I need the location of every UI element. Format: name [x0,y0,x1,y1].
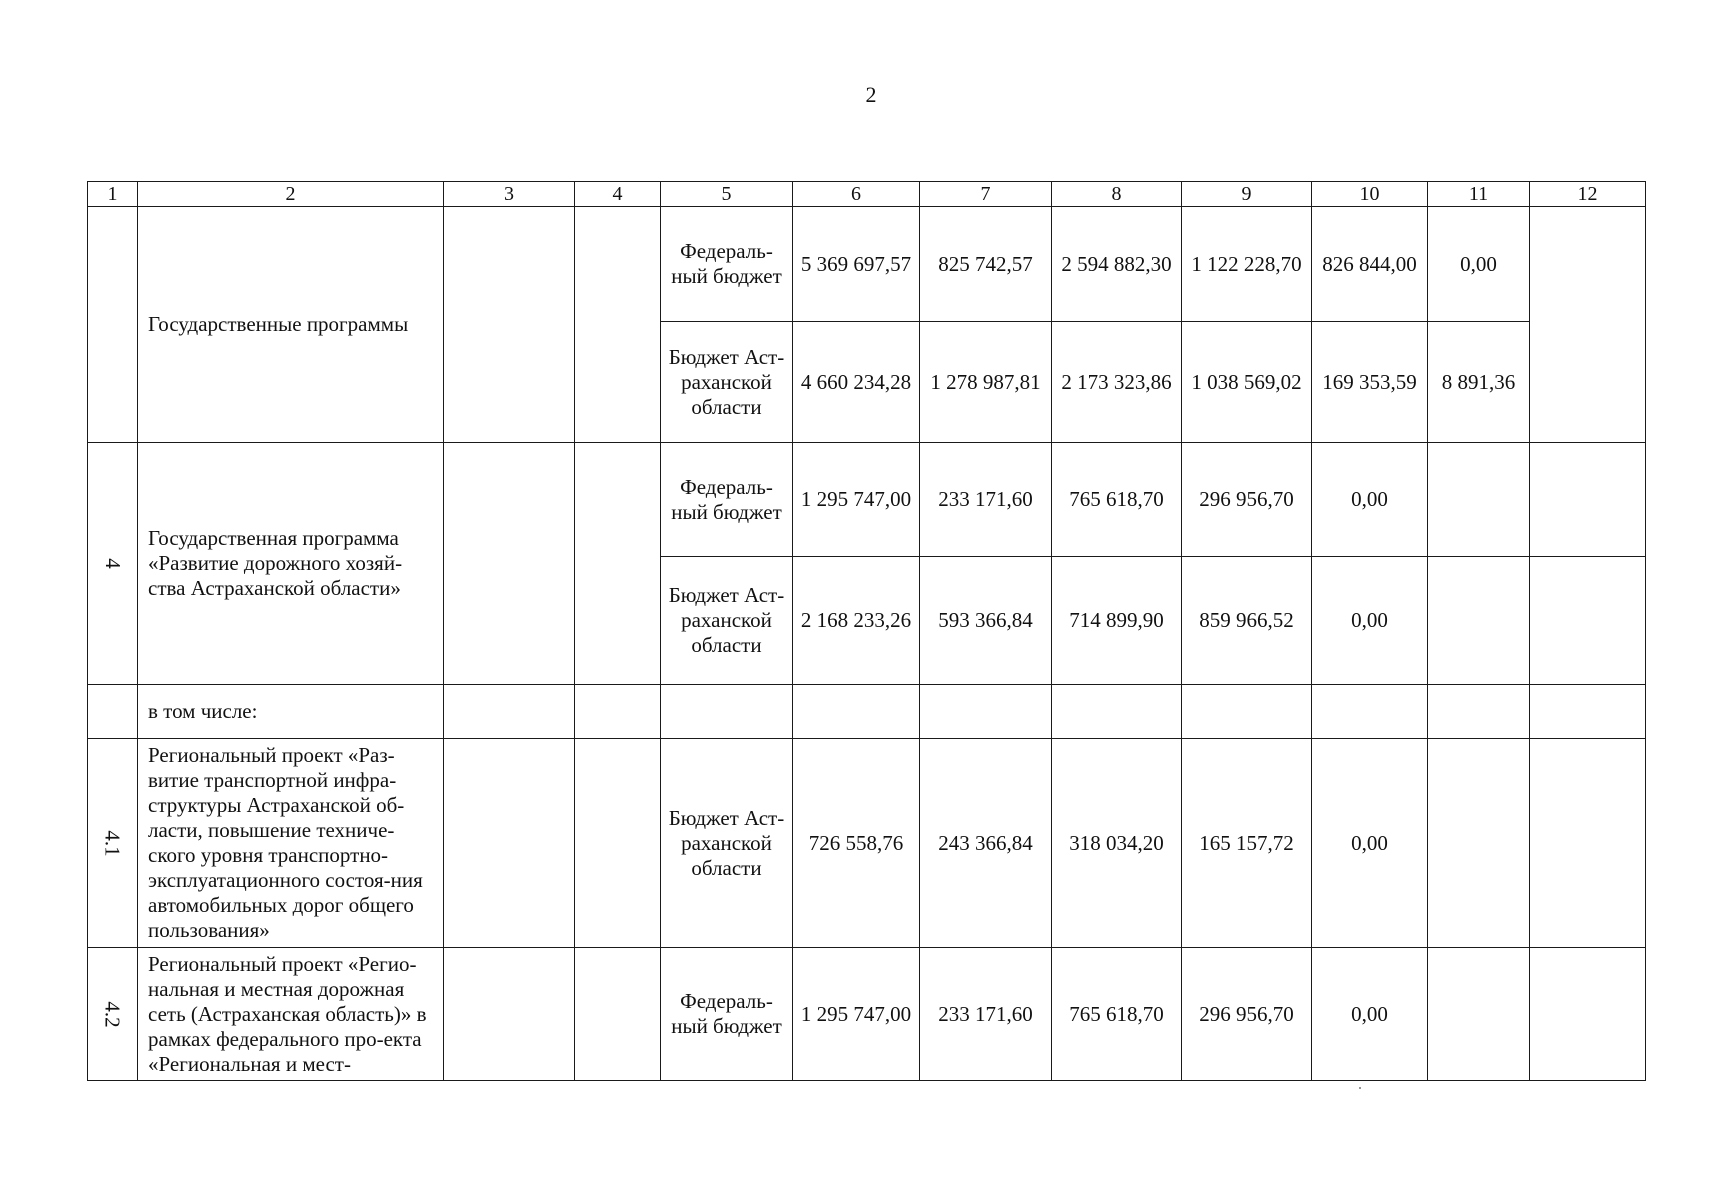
empty-cell [1428,685,1530,739]
row-name: Региональный проект «Регио-нальная и местная дорожная сеть (Астраханская область)» в рамках федерального про-екта «Региональная и мест- [138,948,444,1081]
value-cell: 1 038 569,02 [1182,322,1312,443]
value-cell: 2 594 882,30 [1052,207,1182,322]
empty-cell [1530,443,1646,557]
empty-cell [1182,685,1312,739]
empty-cell [1052,685,1182,739]
empty-cell [88,685,138,739]
funding-source: Бюджет Аст-раханской области [661,739,793,948]
table-row [88,207,1646,322]
value-cell: 2 173 323,86 [1052,322,1182,443]
value-cell: 169 353,59 [1312,322,1428,443]
empty-cell [661,685,793,739]
empty-cell [1530,739,1646,948]
empty-cell [1530,685,1646,739]
row-name: Региональный проект «Раз-витие транспортной инфра-структуры Астраханской об-ласти, повышение техниче-ского уровня транспортно-эксплуатационного состоя-ния автомобильных дорог общего пользования» [138,739,444,948]
value-cell: 825 742,57 [920,207,1052,322]
row-name: Государственная программа «Развитие дорожного хозяй-ства Астраханской области» [138,443,444,685]
value-cell: 726 558,76 [793,739,920,948]
column-number: 2 [138,182,444,207]
empty-cell [444,685,575,739]
empty-cell [1428,948,1530,1081]
row-index-cell [88,207,138,443]
row-index-cell [88,739,138,948]
value-cell: 296 956,70 [1182,443,1312,557]
value-cell: 8 891,36 [1428,322,1530,443]
value-cell: 233 171,60 [920,948,1052,1081]
funding-source: Бюджет Аст-раханской области [661,557,793,685]
empty-cell [1530,557,1646,685]
empty-cell [1428,557,1530,685]
value-cell: 826 844,00 [1312,207,1428,322]
budget-table [87,181,1646,1081]
empty-cell [1428,739,1530,948]
empty-cell [444,207,575,443]
empty-cell [575,948,661,1081]
table-row [88,948,1646,1081]
value-cell: 0,00 [1312,443,1428,557]
column-number: 3 [444,182,575,207]
value-cell: 593 366,84 [920,557,1052,685]
empty-cell [575,739,661,948]
row-index: 4 [101,558,125,569]
column-number: 8 [1052,182,1182,207]
value-cell: 2 168 233,26 [793,557,920,685]
value-cell: 859 966,52 [1182,557,1312,685]
empty-cell [1428,443,1530,557]
column-number: 5 [661,182,793,207]
empty-cell [444,739,575,948]
value-cell: 765 618,70 [1052,443,1182,557]
value-cell: 714 899,90 [1052,557,1182,685]
value-cell: 4 660 234,28 [793,322,920,443]
row-name: в том числе: [138,685,444,739]
value-cell: 0,00 [1312,948,1428,1081]
value-cell: 765 618,70 [1052,948,1182,1081]
value-cell: 318 034,20 [1052,739,1182,948]
column-number: 6 [793,182,920,207]
row-index-cell [88,443,138,685]
value-cell: 0,00 [1312,739,1428,948]
empty-cell [1530,948,1646,1081]
value-cell: 1 295 747,00 [793,443,920,557]
funding-source: Федераль-ный бюджет [661,948,793,1081]
value-cell: 1 278 987,81 [920,322,1052,443]
scan-speck [1359,1087,1361,1089]
column-number-row [88,182,1646,207]
value-cell: 0,00 [1312,557,1428,685]
table-row [88,739,1646,948]
funding-source: Бюджет Аст-раханской области [661,322,793,443]
value-cell: 243 366,84 [920,739,1052,948]
empty-cell [444,948,575,1081]
column-number: 7 [920,182,1052,207]
value-cell: 0,00 [1428,207,1530,322]
empty-cell [920,685,1052,739]
column-number: 1 [88,182,138,207]
row-name: Государственные программы [138,207,444,443]
column-number: 11 [1428,182,1530,207]
empty-cell [575,207,661,443]
column-number: 10 [1312,182,1428,207]
empty-cell [575,443,661,685]
empty-cell [1312,685,1428,739]
column-number: 9 [1182,182,1312,207]
row-index: 4.2 [101,1000,125,1028]
funding-source: Федераль-ный бюджет [661,443,793,557]
table-row [88,443,1646,557]
table-row [88,685,1646,739]
value-cell: 5 369 697,57 [793,207,920,322]
value-cell: 165 157,72 [1182,739,1312,948]
row-index: 4.1 [101,829,125,857]
empty-cell [793,685,920,739]
value-cell: 233 171,60 [920,443,1052,557]
column-number: 12 [1530,182,1646,207]
column-number: 4 [575,182,661,207]
empty-cell [1530,207,1646,443]
value-cell: 1 295 747,00 [793,948,920,1081]
empty-cell [444,443,575,685]
value-cell: 296 956,70 [1182,948,1312,1081]
funding-source: Федераль-ный бюджет [661,207,793,322]
value-cell: 1 122 228,70 [1182,207,1312,322]
empty-cell [575,685,661,739]
row-index-cell [88,948,138,1081]
page-number: 2 [865,82,877,107]
